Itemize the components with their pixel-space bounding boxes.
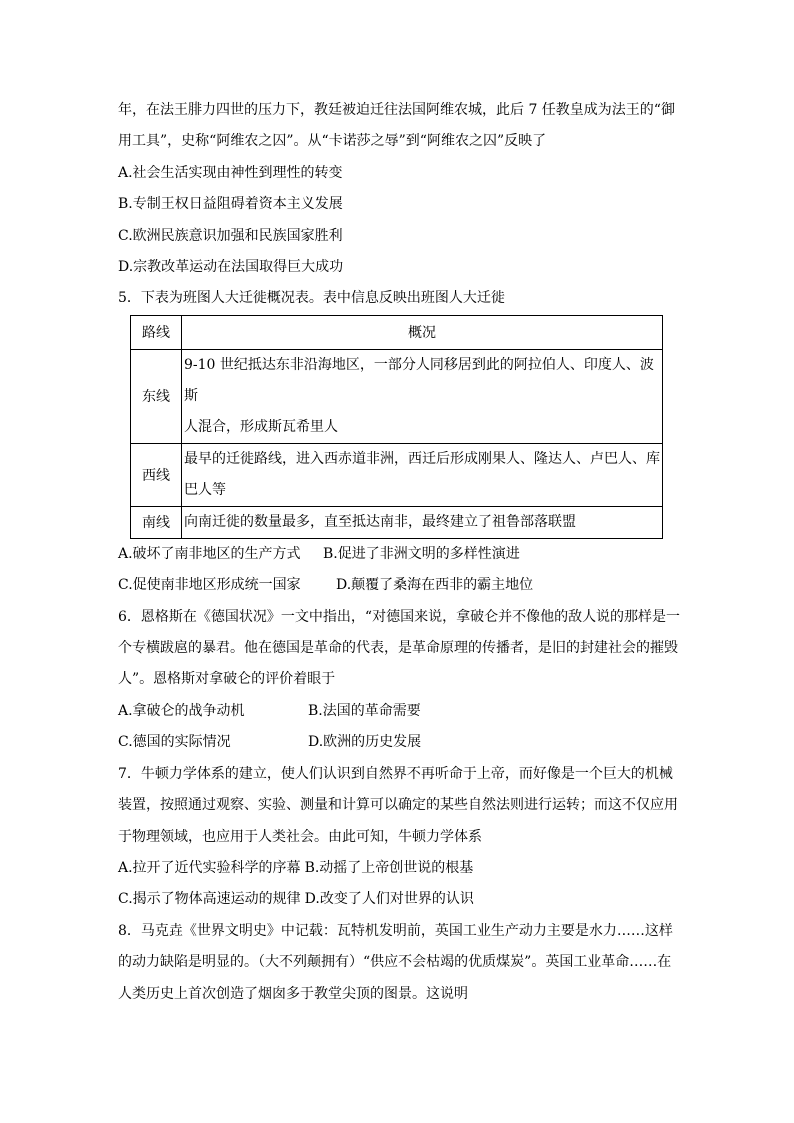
- q8-stem: [118, 916, 678, 1010]
- table-header-overview: 概况: [182, 315, 663, 349]
- q7-option-c: C.揭示了物体高速运动的规律: [118, 891, 301, 908]
- overview-line: 9-10 世纪抵达东非沿海地区，一部分人同移居到此的阿拉伯人、印度人、波斯: [184, 356, 654, 404]
- q7-stem-line: 装置，按照通过观察、实验、测量和计算可以确定的某些自然法则进行运转；而这不仅应用: [118, 797, 678, 814]
- q7-option-b: B.动摇了上帝创世说的根基: [304, 859, 474, 876]
- table-row: [131, 506, 663, 538]
- overview-line: 最早的迁徙路线，进入西赤道非洲，西迁后形成刚果人、隆达人、卢巴人、库: [184, 450, 660, 467]
- q5-options-row: [118, 570, 678, 601]
- q6-option-b: B.法国的革命需要: [308, 702, 421, 719]
- q6-stem: [118, 602, 681, 696]
- table-cell-route: 南线: [131, 506, 182, 538]
- table-cell-route: 西线: [131, 443, 182, 506]
- q5-option-a: A.破坏了南非地区的生产方式: [118, 545, 301, 562]
- table-cell-overview: [182, 443, 663, 506]
- q7-stem: [118, 759, 678, 853]
- q5-options-row: [118, 539, 678, 570]
- q4-stem-line: 用工具”，史称“阿维农之囚”。从“卡诺莎之辱”到“阿维农之囚”反映了: [118, 133, 547, 150]
- q4-options: [118, 158, 678, 284]
- q4-option-a: A.社会生活实现由神性到理性的转变: [118, 164, 343, 181]
- q6-stem-line: 6．恩格斯在《德国状况》一文中指出，“对德国来说，拿破仑并不像他的敌人说的那样是一: [118, 608, 681, 625]
- q6-options-row: [118, 727, 678, 758]
- q7-option-d: D.改变了人们对世界的认识: [304, 891, 474, 908]
- q5-option-d: D.颠覆了桑海在西非的霸主地位: [336, 577, 534, 594]
- q7-options-row: [118, 884, 678, 915]
- q8-stem-line: 人类历史上首次创造了烟囱多于教堂尖顶的图景。这说明: [118, 985, 468, 1002]
- q8-stem-line: 的动力缺陷是明显的。（大不列颠拥有）“供应不会枯竭的优质煤炭”。英国工业革命……在: [118, 954, 672, 971]
- table-cell-overview: [182, 506, 663, 538]
- q8-stem-line: 8．马克垚《世界文明史》中记载：瓦特机发明前，英国工业生产动力主要是水力……这样: [118, 922, 673, 939]
- q4-option-b: B.专制王权日益阻碍着资本主义发展: [118, 196, 343, 213]
- q4-stem: [118, 95, 678, 158]
- exam-page: [118, 95, 681, 1010]
- table-cell-overview: [182, 349, 663, 443]
- overview-line: 向南迁徙的数量最多，直至抵达南非，最终建立了祖鲁部落联盟: [184, 513, 576, 530]
- table-header-route: 路线: [131, 315, 182, 349]
- q7-stem-line: 7．牛顿力学体系的建立，使人们认识到自然界不再听命于上帝，而好像是一个巨大的机械: [118, 765, 673, 782]
- overview-line: 巴人等: [184, 481, 226, 498]
- table-row: [131, 443, 663, 506]
- q4-option-d: D.宗教改革运动在法国取得巨大成功: [118, 259, 344, 276]
- q6-stem-line: 人”。恩格斯对拿破仑的评价着眼于: [118, 671, 336, 688]
- q5-option-b: B.促进了非洲文明的多样性演进: [323, 545, 520, 562]
- q6-option-c: C.德国的实际情况: [118, 734, 231, 751]
- q5-stem: 5．下表为班图人大迁徙概况表。表中信息反映出班图人大迁徙: [118, 290, 505, 307]
- q5-option-c: C.促使南非地区形成统一国家: [118, 577, 301, 594]
- q6-option-a: A.拿破仑的战争动机: [118, 702, 245, 719]
- q7-stem-line: 于物理领域，也应用于人类社会。由此可知，牛顿力学体系: [118, 828, 482, 845]
- q4-option-c: C.欧洲民族意识加强和民族国家胜利: [118, 227, 343, 244]
- q7-options-row: [118, 853, 678, 884]
- q6-stem-line: 个专横跋扈的暴君。他在德国是革命的代表，是革命原理的传播者，是旧的封建社会的摧毁: [118, 640, 678, 657]
- q6-options-row: [118, 696, 678, 727]
- table-header-row: [131, 315, 663, 349]
- q6-option-d: D.欧洲的历史发展: [308, 734, 422, 751]
- migration-table: [130, 315, 663, 539]
- q7-option-a: A.拉开了近代实验科学的序幕: [118, 859, 301, 876]
- table-row: [131, 349, 663, 443]
- overview-line: 人混合，形成斯瓦希里人: [184, 418, 338, 435]
- q4-stem-line: 年，在法王腓力四世的压力下，教廷被迫迁往法国阿维农城，此后 7 任教皇成为法王的“御: [118, 102, 675, 118]
- table-cell-route: 东线: [131, 349, 182, 443]
